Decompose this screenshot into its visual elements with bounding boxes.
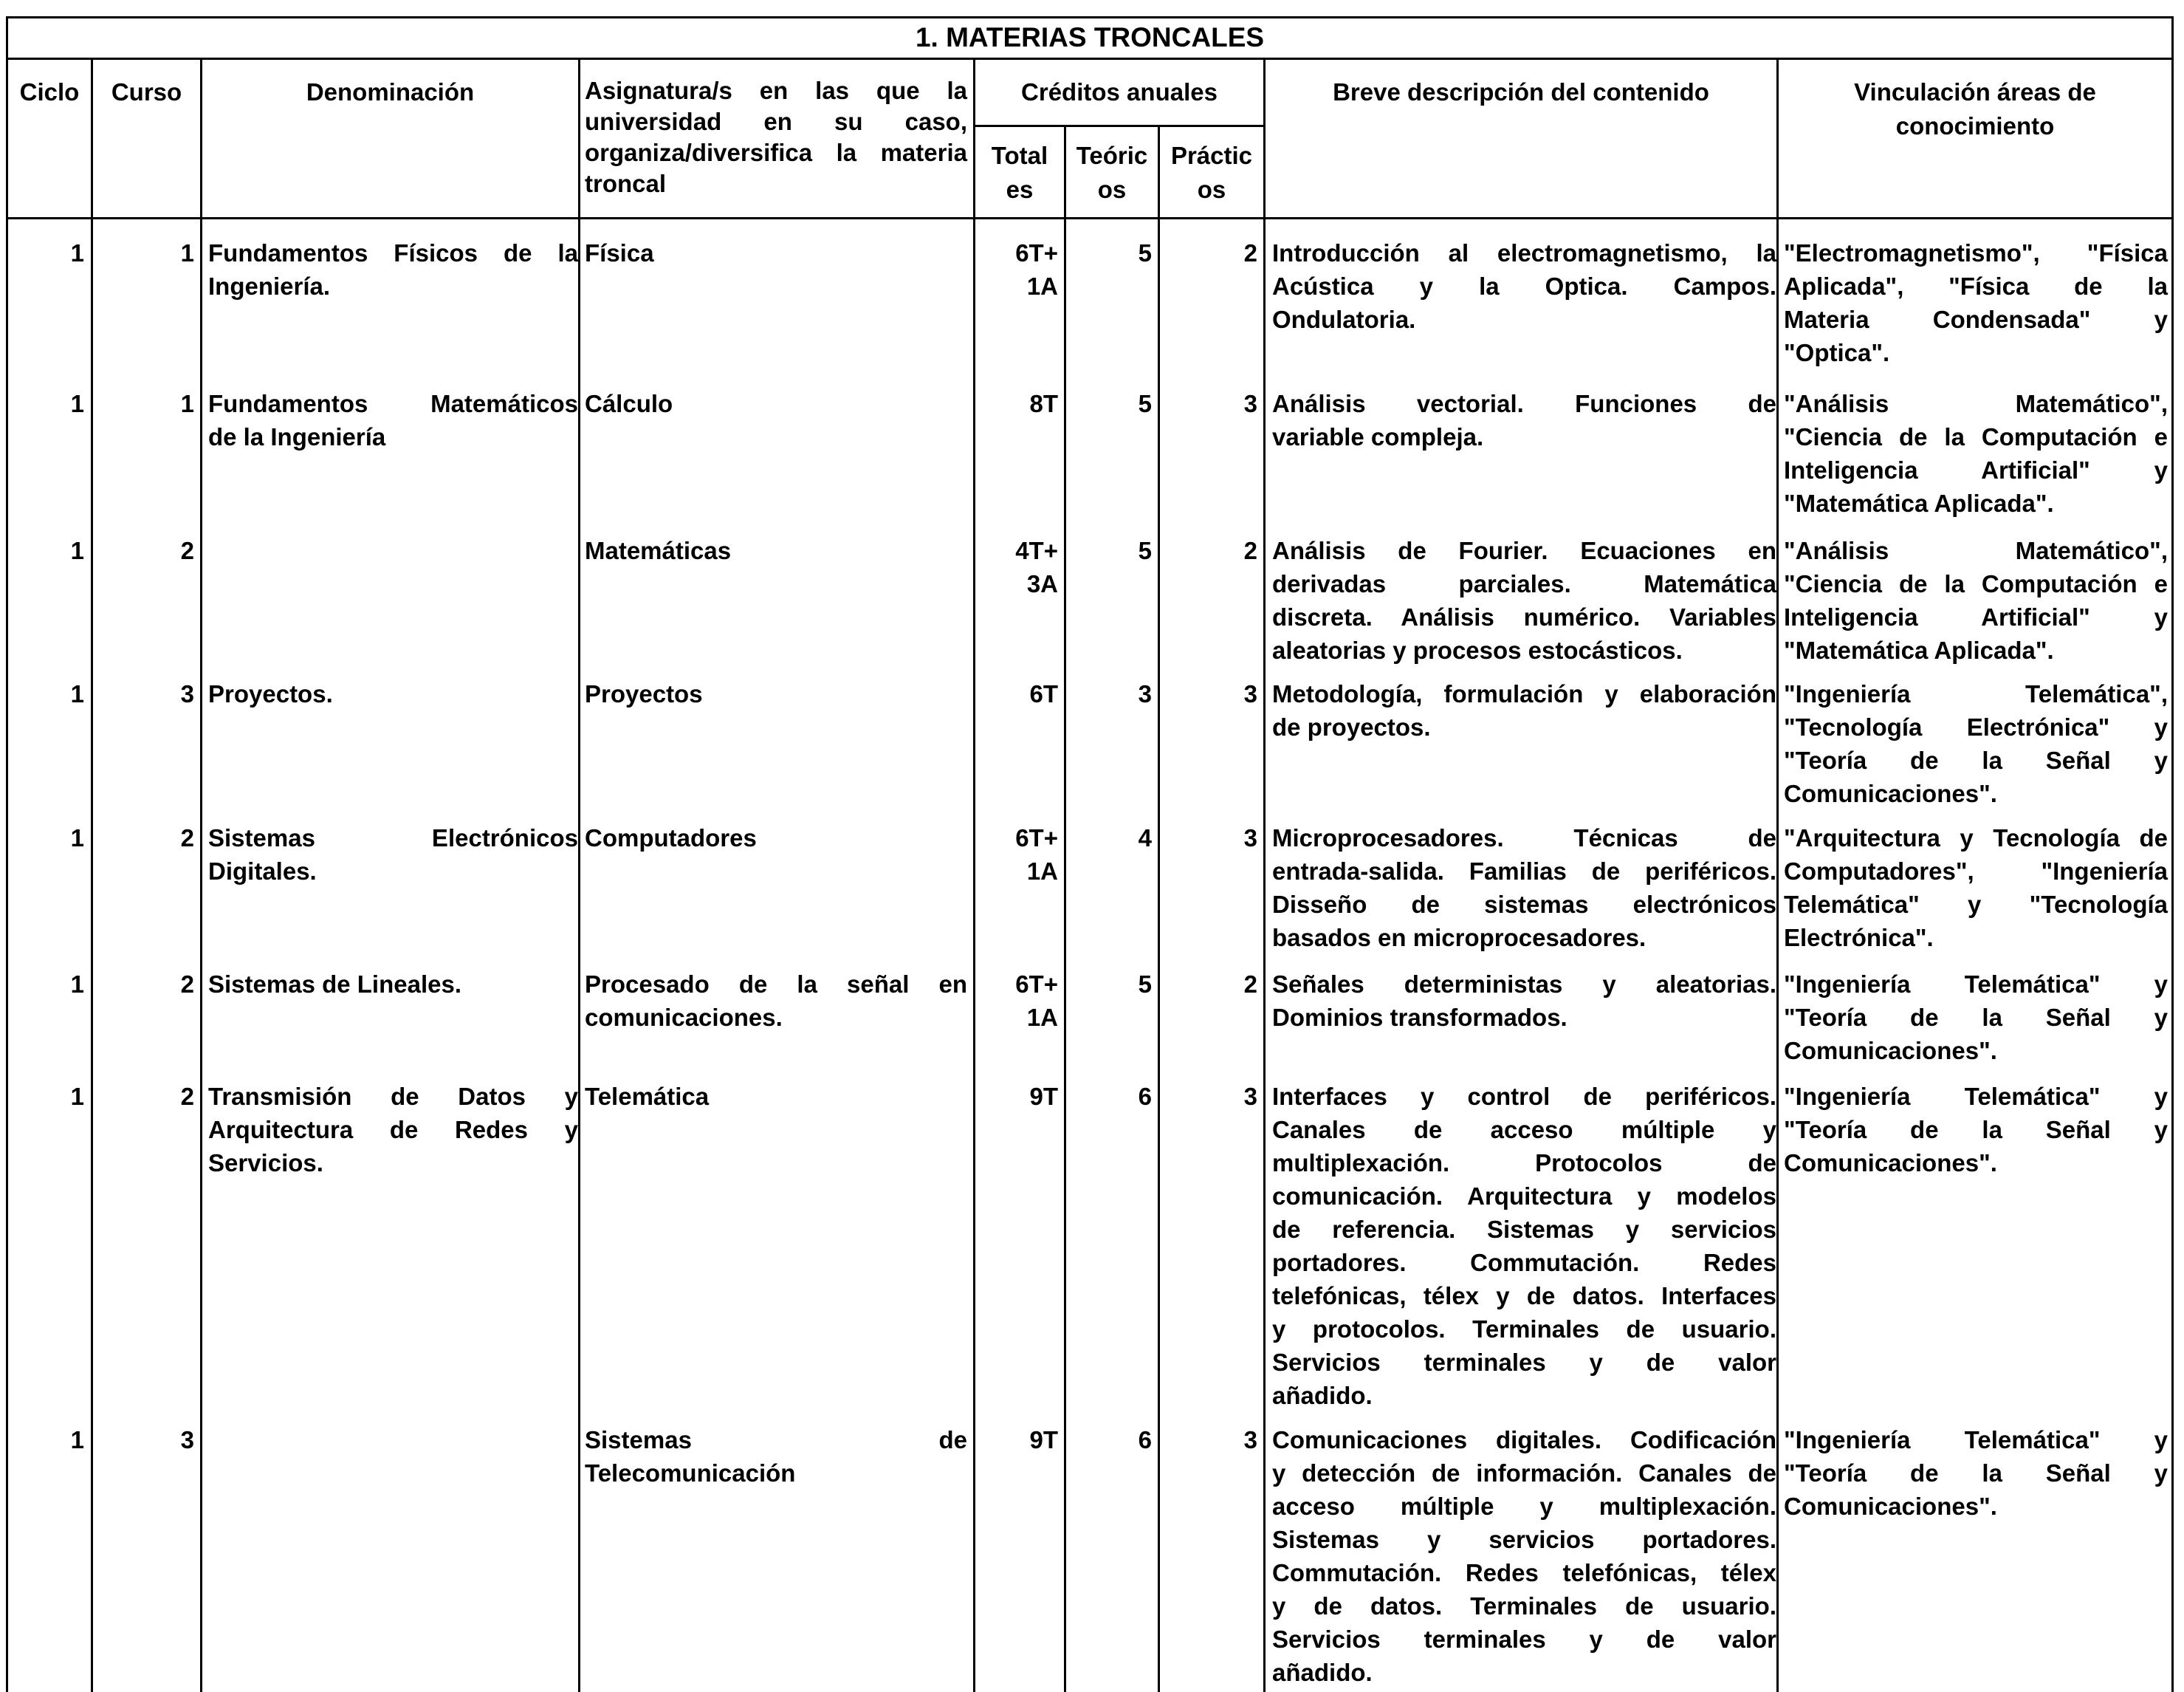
table-top-border <box>6 16 2174 18</box>
cell-descripcion <box>1272 387 1776 453</box>
header-line: os <box>1097 176 1127 203</box>
cell-totales <box>975 1080 1058 1113</box>
cell-practicos <box>1160 821 1257 854</box>
cell-line: 3 <box>1243 680 1257 708</box>
cell-descripcion <box>1272 1080 1776 1412</box>
cell-line: derivadas parciales. Matemática <box>1272 570 1776 597</box>
cell-vinculacion <box>1784 534 2168 667</box>
cell-vinculacion <box>1784 967 2168 1067</box>
header-line: Total <box>991 142 1048 169</box>
cell-line: 2 <box>180 1083 194 1110</box>
cell-line: "Electromagnetismo", "Física <box>1784 239 2168 267</box>
cell-line: Disseño de sistemas electrónicos <box>1272 891 1776 918</box>
cell-line: Proyectos. <box>208 680 333 708</box>
cell-line: comunicación. Arquitectura y modelos <box>1272 1182 1776 1210</box>
header-line: troncal <box>585 170 667 197</box>
cell-line: 3 <box>1243 390 1257 417</box>
cell-descripcion <box>1272 821 1776 954</box>
cell-denominacion <box>208 387 578 453</box>
cell-line: y de datos. Terminales de usuario. <box>1272 1592 1776 1620</box>
cell-teoricos <box>1066 967 1152 1001</box>
cell-line: de proyectos. <box>1272 713 1431 741</box>
cell-line: "Ingeniería Telemática" y <box>1784 1083 2168 1110</box>
cell-line: Comunicaciones". <box>1784 1493 1997 1520</box>
cell-line: Comunicaciones". <box>1784 1149 1997 1176</box>
cell-line: 6T+ <box>1015 970 1058 998</box>
cell-line: Acústica y la Optica. Campos. <box>1272 273 1776 300</box>
cell-line: 1 <box>70 680 84 708</box>
cell-line: "Matemática Aplicada". <box>1784 637 2054 664</box>
header-vinculacion <box>1779 75 2171 143</box>
cell-line: y detección de información. Canales de <box>1272 1459 1776 1487</box>
cell-line: 1 <box>70 1426 84 1453</box>
cell-line: Sistemas de Lineales. <box>208 970 462 998</box>
header-line: es <box>1006 176 1034 203</box>
cell-line: 5 <box>1138 390 1152 417</box>
header-descripcion: Breve descripción del contenido <box>1333 78 1709 106</box>
cell-line: 3 <box>1138 680 1152 708</box>
cell-line: Proyectos <box>585 680 703 708</box>
cell-line: 1 <box>70 390 84 417</box>
cell-line: "Teoría de la Señal y <box>1784 1459 2168 1487</box>
cell-practicos <box>1160 236 1257 270</box>
cell-line: 3 <box>1243 824 1257 852</box>
cell-line: comunicaciones. <box>585 1004 783 1031</box>
cell-line: aleatorias y procesos estocásticos. <box>1272 637 1683 664</box>
cell-line: "Ciencia de la Computación e <box>1784 423 2168 451</box>
header-totales <box>975 139 1064 207</box>
cell-descripcion <box>1272 1423 1776 1689</box>
header-bottom-border <box>6 217 2174 219</box>
cell-line: Telemática" y "Tecnología <box>1784 891 2168 918</box>
cell-line: 2 <box>180 970 194 998</box>
cell-line: Señales deterministas y aleatorias. <box>1272 970 1776 998</box>
cell-denominacion <box>208 821 578 888</box>
cell-line: 1 <box>70 970 84 998</box>
cell-line: "Teoría de la Señal y <box>1784 747 2168 774</box>
title-bottom-border <box>6 58 2174 60</box>
cell-teoricos <box>1066 534 1152 567</box>
cell-line: 1 <box>70 239 84 267</box>
cell-line: Computadores", "Ingeniería <box>1784 857 2168 885</box>
cell-line: multiplexación. Protocolos de <box>1272 1149 1776 1176</box>
cell-ciclo <box>8 677 84 710</box>
header-line: conocimiento <box>1895 112 2055 140</box>
cell-line: "Arquitectura y Tecnología de <box>1784 824 2168 852</box>
cell-asignatura <box>585 967 967 1034</box>
cell-asignatura <box>585 821 967 854</box>
header-line: os <box>1197 176 1226 203</box>
cell-line: 1A <box>1026 273 1058 300</box>
cell-teoricos <box>1066 1423 1152 1456</box>
cell-line: Matemáticas <box>585 537 732 564</box>
col-border <box>1263 58 1266 1692</box>
cell-asignatura <box>585 534 967 567</box>
cell-descripcion <box>1272 967 1776 1034</box>
cell-line: 3 <box>180 1426 194 1453</box>
cell-teoricos <box>1066 821 1152 854</box>
cell-ciclo <box>8 387 84 420</box>
cell-practicos <box>1160 967 1257 1001</box>
cell-line: 2 <box>1243 970 1257 998</box>
header-curso: Curso <box>111 78 182 106</box>
cell-ciclo <box>8 534 84 567</box>
cell-asignatura <box>585 1080 967 1113</box>
cell-curso <box>93 821 194 854</box>
cell-line: Telemática <box>585 1083 710 1110</box>
cell-line: Fundamentos Matemáticos <box>208 390 578 417</box>
cell-line: entrada-salida. Familias de periféricos. <box>1272 857 1776 885</box>
cell-line: "Matemática Aplicada". <box>1784 490 2054 517</box>
cell-line: Introducción al electromagnetismo, la <box>1272 239 1776 267</box>
cell-line: 1A <box>1026 857 1058 885</box>
cell-line: 1 <box>180 390 194 417</box>
cell-line: 6T+ <box>1015 239 1058 267</box>
cell-line: Ondulatoria. <box>1272 306 1416 333</box>
cell-vinculacion <box>1784 387 2168 520</box>
cell-asignatura <box>585 677 967 710</box>
col-border <box>578 58 580 1692</box>
cell-line: Servicios terminales y de valor <box>1272 1349 1776 1376</box>
cell-line: añadido. <box>1272 1382 1373 1409</box>
col-border <box>1064 125 1066 1692</box>
table-title: 1. MATERIAS TRONCALES <box>915 22 1265 52</box>
cell-line: Transmisión de Datos y <box>208 1083 578 1110</box>
cell-line: Dominios transformados. <box>1272 1004 1567 1031</box>
cell-asignatura <box>585 236 967 270</box>
cell-totales <box>975 967 1058 1034</box>
cell-asignatura <box>585 1423 967 1490</box>
cell-line: 1A <box>1026 1004 1058 1031</box>
cell-denominacion <box>208 677 578 710</box>
cell-line: 2 <box>1243 537 1257 564</box>
cell-curso <box>93 534 194 567</box>
cell-line: Comunicaciones". <box>1784 780 1997 807</box>
cell-line: discreta. Análisis numérico. Variables <box>1272 603 1776 631</box>
cell-totales <box>975 236 1058 303</box>
cell-line: "Teoría de la Señal y <box>1784 1116 2168 1143</box>
cell-line: Aplicada", "Física de la <box>1784 273 2168 300</box>
cell-line: 5 <box>1138 239 1152 267</box>
cell-curso <box>93 677 194 710</box>
header-practicos <box>1160 139 1263 207</box>
cell-ciclo <box>8 236 84 270</box>
cell-ciclo <box>8 967 84 1001</box>
cell-line: Materia Condensada" y <box>1784 306 2168 333</box>
cell-descripcion <box>1272 236 1776 336</box>
creditos-subheader-border <box>973 125 1263 127</box>
cell-curso <box>93 236 194 270</box>
header-line: universidad en su caso, <box>585 108 967 135</box>
header-creditos: Créditos anuales <box>1021 78 1218 106</box>
cell-denominacion <box>208 967 578 1001</box>
cell-descripcion <box>1272 534 1776 667</box>
header-line: Asignatura/s en las que la <box>585 77 967 104</box>
cell-line: 9T <box>1029 1426 1058 1453</box>
cell-practicos <box>1160 1080 1257 1113</box>
cell-line: Sistemas de <box>585 1426 967 1453</box>
cell-line: "Ingeniería Telemática" y <box>1784 1426 2168 1453</box>
cell-line: portadores. Commutación. Redes <box>1272 1249 1776 1276</box>
cell-totales <box>975 534 1058 600</box>
cell-line: Inteligencia Artificial" y <box>1784 456 2168 484</box>
cell-line: "Ingeniería Telemática", <box>1784 680 2168 708</box>
cell-line: 8T <box>1029 390 1058 417</box>
cell-line: Inteligencia Artificial" y <box>1784 603 2168 631</box>
cell-totales <box>975 1423 1058 1456</box>
col-border <box>2171 16 2174 1692</box>
cell-line: 1 <box>180 239 194 267</box>
col-border <box>1776 58 1779 1692</box>
cell-ciclo <box>8 1080 84 1113</box>
cell-curso <box>93 1423 194 1456</box>
header-ciclo: Ciclo <box>19 78 80 106</box>
cell-line: 3 <box>1243 1426 1257 1453</box>
cell-line: 6T+ <box>1015 824 1058 852</box>
cell-descripcion <box>1272 677 1776 744</box>
cell-line: 2 <box>180 537 194 564</box>
header-denominacion: Denominación <box>306 78 475 106</box>
cell-line: Metodología, formulación y elaboración <box>1272 680 1776 708</box>
cell-line: 4T+ <box>1015 537 1058 564</box>
header-teoricos <box>1066 139 1158 207</box>
cell-line: 6 <box>1138 1083 1152 1110</box>
cell-line: 1 <box>70 824 84 852</box>
cell-line: 3A <box>1026 570 1058 597</box>
cell-line: Digitales. <box>208 857 317 885</box>
cell-line: 1 <box>70 537 84 564</box>
cell-line: "Análisis Matemático", <box>1784 390 2168 417</box>
header-line: Práctic <box>1170 142 1253 169</box>
cell-line: Electrónica". <box>1784 924 1934 951</box>
cell-line: de la Ingeniería <box>208 423 386 451</box>
cell-line: Commutación. Redes telefónicas, télex <box>1272 1559 1776 1586</box>
cell-teoricos <box>1066 1080 1152 1113</box>
cell-curso <box>93 967 194 1001</box>
cell-line: de referencia. Sistemas y servicios <box>1272 1216 1776 1243</box>
materias-troncales-table <box>6 16 2175 1692</box>
cell-line: Física <box>585 239 654 267</box>
cell-denominacion <box>208 1080 578 1179</box>
cell-line: 6T <box>1029 680 1058 708</box>
cell-line: Microprocesadores. Técnicas de <box>1272 824 1776 852</box>
header-asignaturas <box>585 75 967 199</box>
cell-line: "Ciencia de la Computación e <box>1784 570 2168 597</box>
cell-vinculacion <box>1784 821 2168 954</box>
header-line: organiza/diversifica la materia <box>585 139 967 166</box>
cell-line: 2 <box>180 824 194 852</box>
cell-denominacion <box>208 236 578 303</box>
header-line: Teóric <box>1076 142 1148 169</box>
cell-vinculacion <box>1784 1080 2168 1179</box>
cell-vinculacion <box>1784 236 2168 369</box>
cell-practicos <box>1160 1423 1257 1456</box>
cell-line: 9T <box>1029 1083 1058 1110</box>
cell-line: 2 <box>1243 239 1257 267</box>
col-border <box>200 58 202 1692</box>
cell-line: Sistemas y servicios portadores. <box>1272 1526 1776 1553</box>
cell-line: Canales de acceso múltiple y <box>1272 1116 1776 1143</box>
cell-line: "Tecnología Electrónica" y <box>1784 713 2168 741</box>
cell-line: Comunicaciones". <box>1784 1037 1997 1064</box>
cell-line: Arquitectura de Redes y <box>208 1116 578 1143</box>
cell-line: "Análisis Matemático", <box>1784 537 2168 564</box>
cell-line: Interfaces y control de periféricos. <box>1272 1083 1776 1110</box>
cell-practicos <box>1160 677 1257 710</box>
cell-curso <box>93 1080 194 1113</box>
cell-line: Análisis vectorial. Funciones de <box>1272 390 1776 417</box>
header-line: Vinculación áreas de <box>1854 78 2096 106</box>
cell-teoricos <box>1066 677 1152 710</box>
cell-line: Análisis de Fourier. Ecuaciones en <box>1272 537 1776 564</box>
cell-line: basados en microprocesadores. <box>1272 924 1646 951</box>
cell-vinculacion <box>1784 677 2168 810</box>
cell-totales <box>975 387 1058 420</box>
cell-line: Procesado de la señal en <box>585 970 967 998</box>
cell-line: 5 <box>1138 970 1152 998</box>
cell-teoricos <box>1066 387 1152 420</box>
cell-line: telefónicas, télex y de datos. Interfaces <box>1272 1282 1776 1309</box>
cell-line: Servicios. <box>208 1149 323 1176</box>
cell-line: 5 <box>1138 537 1152 564</box>
cell-line: Computadores <box>585 824 757 852</box>
cell-line: variable compleja. <box>1272 423 1484 451</box>
cell-line: 6 <box>1138 1426 1152 1453</box>
cell-line: acceso múltiple y multiplexación. <box>1272 1493 1776 1520</box>
cell-practicos <box>1160 534 1257 567</box>
cell-line: 4 <box>1138 824 1152 852</box>
cell-teoricos <box>1066 236 1152 270</box>
cell-line: Cálculo <box>585 390 673 417</box>
cell-ciclo <box>8 821 84 854</box>
cell-line: Sistemas Electrónicos <box>208 824 578 852</box>
cell-asignatura <box>585 387 967 420</box>
cell-line: Comunicaciones digitales. Codificación <box>1272 1426 1776 1453</box>
cell-line: 3 <box>1243 1083 1257 1110</box>
cell-curso <box>93 387 194 420</box>
cell-totales <box>975 677 1058 710</box>
cell-line: "Optica". <box>1784 339 1890 366</box>
cell-vinculacion <box>1784 1423 2168 1523</box>
cell-line: y protocolos. Terminales de usuario. <box>1272 1315 1776 1343</box>
cell-line: "Ingeniería Telemática" y <box>1784 970 2168 998</box>
cell-line: Fundamentos Físicos de la <box>208 239 578 267</box>
cell-line: 1 <box>70 1083 84 1110</box>
cell-line: Ingeniería. <box>208 273 331 300</box>
cell-practicos <box>1160 387 1257 420</box>
cell-line: Telecomunicación <box>585 1459 796 1487</box>
cell-line: añadido. <box>1272 1659 1373 1686</box>
cell-totales <box>975 821 1058 888</box>
cell-line: 3 <box>180 680 194 708</box>
cell-ciclo <box>8 1423 84 1456</box>
cell-line: "Teoría de la Señal y <box>1784 1004 2168 1031</box>
cell-line: Servicios terminales y de valor <box>1272 1626 1776 1653</box>
col-border <box>1158 125 1160 1692</box>
